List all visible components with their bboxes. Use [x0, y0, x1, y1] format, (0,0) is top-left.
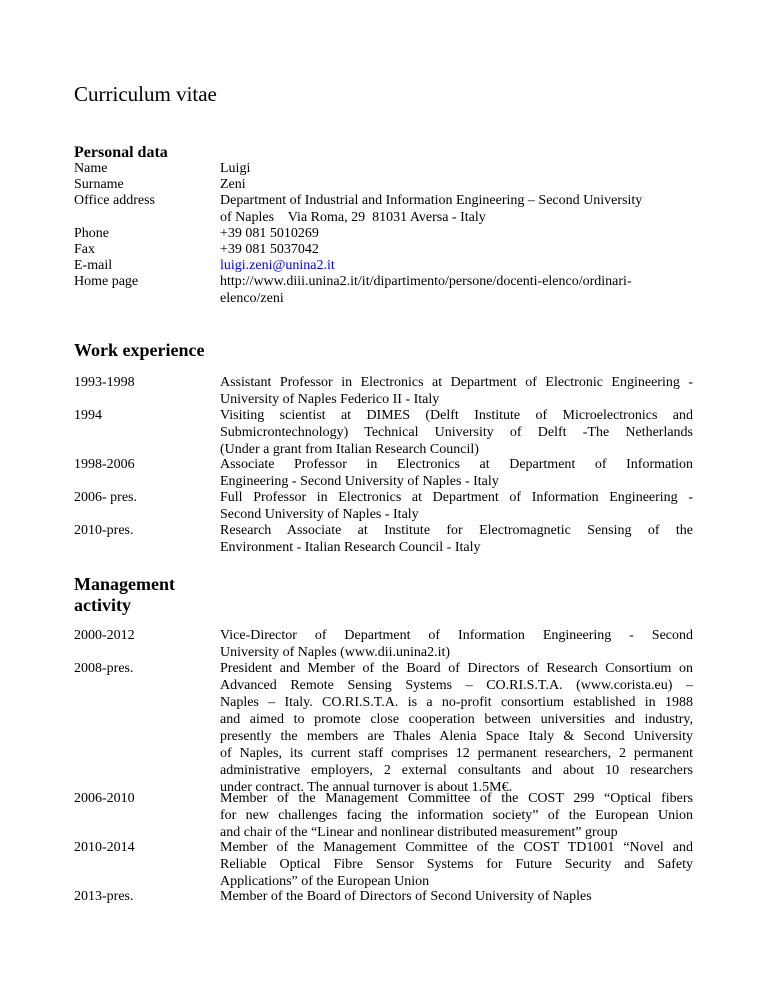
work-description-line: Associate Professor in Electronics at Department of Information: [220, 457, 693, 472]
surname-label: Surname: [74, 177, 124, 192]
work-description: [220, 374, 693, 408]
management-description: [220, 790, 693, 841]
management-description-line: Member of the Management Committee of the COST 299 “Optical fibers: [220, 791, 693, 806]
work-description-line: Research Associate at Institute for Electromagnetic Sensing of the: [220, 523, 693, 538]
work-description-line: University of Naples Federico II - Italy: [220, 392, 440, 407]
work-description-line: Environment - Italian Research Council - Italy: [220, 540, 481, 555]
management-description: [220, 839, 693, 890]
surname-value: Zeni: [220, 177, 246, 192]
work-description-line: (Under a grant from Italian Research Council): [220, 442, 479, 457]
work-period: 1998-2006: [74, 457, 135, 472]
work-period: 1994: [74, 408, 102, 423]
work-description-line: Full Professor in Electronics at Department of Information Engineering -: [220, 490, 693, 505]
work-description-line: Assistant Professor in Electronics at Department of Electronic Engineering -: [220, 375, 693, 390]
management-period: 2008-pres.: [74, 661, 134, 676]
office-address-label: Office address: [74, 193, 155, 208]
office-address-line: of Naples Via Roma, 29 81031 Aversa - Italy: [220, 210, 486, 225]
work-period: 2010-pres.: [74, 523, 134, 538]
management-description-line: Member of the Management Committee of the COST TD1001 “Novel and: [220, 840, 693, 855]
phone-label: Phone: [74, 226, 109, 241]
management-heading-line: Management: [74, 574, 175, 594]
fax-value: +39 081 5037042: [220, 242, 319, 257]
management-description-line: Vice-Director of Department of Information Engineering - Second: [220, 628, 693, 643]
management-description-line: President and Member of the Board of Directors of Research Consortium on: [220, 661, 693, 676]
work-description-line: Second University of Naples - Italy: [220, 507, 419, 522]
management-description-line: Naples – Italy. CO.RI.S.T.A. is a no-profit consortium established in 1988: [220, 695, 693, 710]
work-description-line: Visiting scientist at DIMES (Delft Institute of Microelectronics and: [220, 408, 693, 423]
work-description-line: Engineering - Second University of Naples - Italy: [220, 474, 499, 489]
name-label: Name: [74, 161, 108, 176]
management-description-line: presently the members are Thales Alenia Space Italy & Second University: [220, 729, 693, 744]
management-description: [220, 888, 693, 905]
work-description: [220, 407, 693, 458]
homepage-value: [220, 273, 693, 307]
management-period: 2006-2010: [74, 791, 135, 806]
name-value: Luigi: [220, 161, 251, 176]
management-description: [220, 660, 693, 796]
management-description-line: for new challenges facing the information society” of the European Union: [220, 808, 693, 823]
work-experience-heading: Work experience: [74, 340, 205, 360]
management-period: 2010-2014: [74, 840, 135, 855]
management-description-line: and aimed to promote close cooperation between universities and industry,: [220, 712, 693, 727]
management-period: 2000-2012: [74, 628, 135, 643]
document-title: Curriculum vitae: [74, 82, 217, 106]
management-description-line: University of Naples (www.dii.unina2.it): [220, 645, 451, 660]
email-link[interactable]: luigi.zeni@unina2.it: [220, 258, 335, 273]
management-description: [220, 627, 693, 661]
work-description: [220, 522, 693, 556]
management-heading-line: activity: [74, 595, 131, 615]
personal-data-heading: Personal data: [74, 144, 168, 161]
office-address-line: Department of Industrial and Information Engineering – Second University: [220, 193, 643, 208]
management-description-line: Advanced Remote Sensing Systems – CO.RI.S.T.A. (www.corista.eu) –: [220, 678, 693, 693]
work-period: 2006- pres.: [74, 490, 137, 505]
office-address-value: [220, 192, 693, 226]
management-description-line: of Naples, its current staff comprises 12 permanent researchers, 2 permanent: [220, 746, 693, 761]
management-description-line: Reliable Optical Fibre Sensor Systems for Future Security and Safety: [220, 857, 693, 872]
homepage-url-line: elenco/zeni: [220, 291, 284, 306]
management-activity-heading: [74, 574, 175, 616]
management-description-line: Applications” of the European Union: [220, 874, 430, 889]
fax-label: Fax: [74, 242, 95, 257]
email-label: E-mail: [74, 258, 113, 273]
email-value: [220, 257, 693, 274]
homepage-url-line: http://www.diii.unina2.it/it/dipartimento/persone/docenti-elenco/ordinari-: [220, 274, 632, 289]
management-period: 2013-pres.: [74, 889, 134, 904]
homepage-label: Home page: [74, 274, 139, 289]
management-description-line: Member of the Board of Directors of Second University of Naples: [220, 889, 592, 904]
work-description-line: Submicrontechnology) Technical University of Delft -The Netherlands: [220, 425, 693, 440]
work-period: 1993-1998: [74, 375, 135, 390]
management-description-line: under contract. The annual turnover is about 1.5M€.: [220, 780, 513, 795]
management-description-line: administrative employers, 2 external consultants and about 10 researchers: [220, 763, 693, 778]
work-description: [220, 456, 693, 490]
work-description: [220, 489, 693, 523]
management-description-line: and chair of the “Linear and nonlinear distributed measurement” group: [220, 825, 618, 840]
phone-value: +39 081 5010269: [220, 226, 319, 241]
